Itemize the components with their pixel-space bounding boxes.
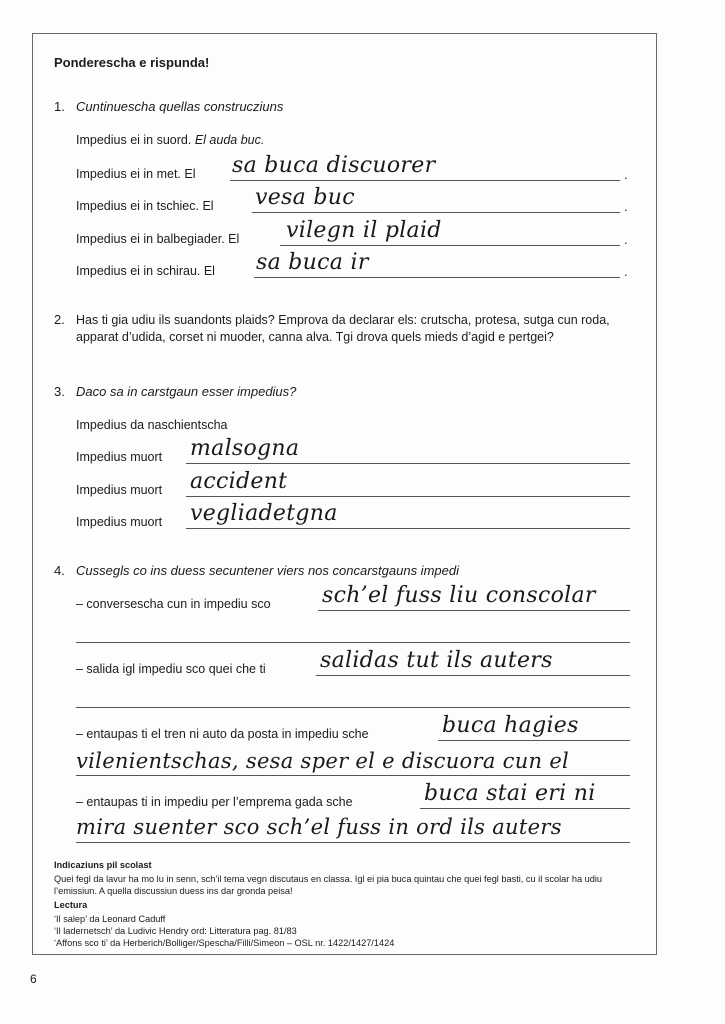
q2-text: Has ti gia udiu ils suandonts plaids? Emprova da declarar els: crutscha, protesa, sutga cun roda, apparat d’udida, corset ni muoder, canna alva. Tgi drova quels mieds d’agid e pertgei?	[76, 313, 610, 344]
q1-row-prefix: Impedius ei in met. El	[76, 167, 196, 181]
answer-line	[438, 740, 630, 741]
q3-row-answer: accident	[190, 469, 288, 494]
answer-line	[230, 180, 620, 181]
q3-title: Daco sa in carstgaun esser impedius?	[76, 384, 297, 399]
q4-item-answer: buca stai eri ni	[424, 781, 596, 806]
notes-text: Quei fegl da lavur ha mo lu in senn, sch’il tema vegn discutaus en classa. Igl ei pia buca quintau che quei fegl basti, cu il scolar ha udiu l’emissiun. A quella discussiun duess ins dar gronda peisa!	[54, 874, 602, 896]
q4-item-prefix: – salida igl impediu sco quei che ti	[76, 662, 266, 676]
answer-line	[316, 675, 630, 676]
q4-item-answer-continued: mira suenter sco sch’el fuss in ord ils auters	[76, 815, 562, 839]
q1-row-end: .	[624, 167, 628, 182]
page-number: 6	[30, 972, 37, 986]
q4-number: 4.	[54, 563, 65, 578]
q1-row-answer: vesa buc	[255, 185, 355, 210]
q3-row-prefix: Impedius muort	[76, 483, 163, 497]
q3-row-answer: vegliadetgna	[190, 501, 338, 526]
q4-title: Cussegls co ins duess secuntener viers nos concarstgauns impedi	[76, 563, 459, 578]
answer-line	[252, 212, 620, 213]
notes-title: Indicaziuns pil scolast	[54, 860, 152, 870]
q4-item-answer: buca hagies	[442, 713, 579, 738]
answer-line	[186, 496, 630, 497]
reading-line: ‘Il salep’ da Leonard Caduff	[54, 914, 166, 924]
answer-line	[254, 277, 620, 278]
answer-line	[318, 610, 630, 611]
q1-title: Cuntinuescha quellas construcziuns	[76, 99, 284, 114]
q4-item-answer: salidas tut ils auters	[320, 648, 553, 673]
answer-line	[420, 808, 630, 809]
q3-number: 3.	[54, 384, 65, 399]
q1-row-prefix: Impedius ei in balbegiader. El	[76, 232, 240, 246]
q2-number: 2.	[54, 312, 65, 327]
worksheet-heading: Ponderescha e rispunda!	[54, 55, 210, 70]
answer-line	[76, 842, 630, 843]
q1-row-prefix: Impedius ei in schirau. El	[76, 264, 215, 278]
answer-line	[186, 528, 630, 529]
answer-line	[76, 775, 630, 776]
reading-line: ‘Affons sco ti’ da Herberich/Bolliger/Spescha/Filli/Simeon – OSL nr. 1422/1427/1424	[54, 938, 395, 948]
q4-item-answer: sch’el fuss liu conscolar	[322, 583, 596, 608]
q1-example-answer: El auda buc.	[194, 133, 265, 147]
answer-line	[76, 642, 630, 643]
q1-row-answer: sa buca discuorer	[232, 153, 436, 178]
q1-row-end: .	[624, 232, 628, 247]
q1-row-end: .	[624, 199, 628, 214]
answer-line	[280, 245, 620, 246]
q3-row-prefix: Impedius muort	[76, 450, 163, 464]
q4-item-prefix: – entaupas ti in impediu per l’emprema gada sche	[76, 795, 353, 809]
q4-item-answer-continued: vilenientschas, sesa sper el e discuora cun el	[76, 749, 570, 773]
q1-row-answer: vilegn il plaid	[286, 218, 442, 243]
q1-example	[76, 133, 264, 147]
answer-line	[186, 463, 630, 464]
q3-row-answer: malsogna	[190, 436, 300, 461]
reading-title: Lectura	[54, 900, 88, 910]
q3-first: Impedius da naschientscha	[76, 418, 228, 432]
q3-row-prefix: Impedius muort	[76, 515, 163, 529]
answer-line	[76, 707, 630, 708]
q4-item-prefix: – entaupas ti el tren ni auto da posta in impediu sche	[76, 727, 369, 741]
reading-line: ‘Il ladernetsch’ da Ludivic Hendry ord: Litteratura pag. 81/83	[54, 926, 297, 936]
q1-number: 1.	[54, 99, 65, 114]
q4-item-prefix: – conversescha cun in impediu sco	[76, 597, 271, 611]
q1-row-prefix: Impedius ei in tschiec. El	[76, 199, 214, 213]
q1-example-prefix: Impedius ei in suord.	[76, 133, 192, 147]
q1-row-end: .	[624, 264, 628, 279]
q1-row-answer: sa buca ir	[256, 250, 369, 275]
